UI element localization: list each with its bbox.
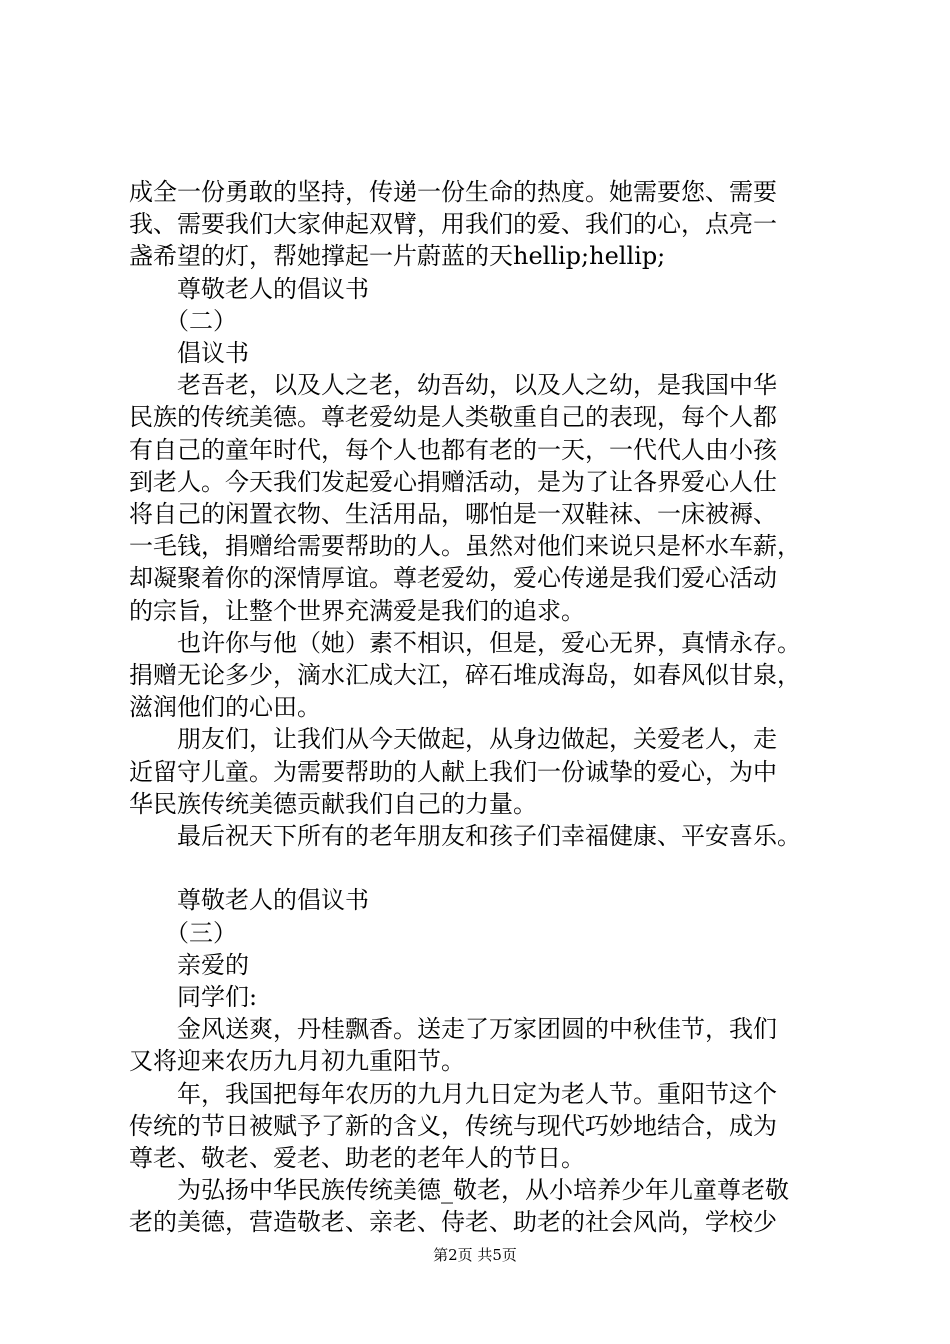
text-line: 滋润他们的心田。: [129, 693, 321, 722]
text-line: 到老人。今天我们发起爱心捐赠活动，是为了让各界爱心人仕: [129, 467, 777, 496]
text-line: 老的美德，营造敬老、亲老、侍老、助老的社会风尚，学校少: [129, 1208, 777, 1237]
text-line: 捐赠无论多少，滴水汇成大江，碎石堆成海岛，如春风似甘泉，: [129, 661, 801, 689]
text-line: （三）: [129, 918, 237, 947]
text-line: 近留守儿童。为需要帮助的人献上我们一份诚挚的爱心，为中: [129, 757, 777, 786]
text-line: 尊敬老人的倡议书: [129, 274, 369, 303]
text-line: 成全一份勇敢的坚持，传递一份生命的热度。她需要您、需要: [129, 178, 777, 206]
text-line: （二）: [129, 306, 237, 335]
text-line: 朋友们，让我们从今天做起，从身边做起，关爱老人，走: [129, 725, 777, 754]
text-line: 盏希望的灯，帮她撑起一片蔚蓝的天hellip;hellip;: [129, 242, 666, 271]
text-line: 金风送爽，丹桂飘香。送走了万家团圆的中秋佳节，我们: [129, 1015, 777, 1044]
text-line: 同学们:: [129, 983, 258, 1011]
text-line: 最后祝天下所有的老年朋友和孩子们幸福健康、平安喜乐。: [129, 822, 801, 850]
text-line: 我、需要我们大家伸起双臂，用我们的爱、我们的心，点亮一: [129, 210, 777, 239]
text-line: 老吾老，以及人之老，幼吾幼，以及人之幼，是我国中华: [129, 371, 777, 400]
text-line: 年，我国把每年农历的九月九日定为老人节。重阳节这个: [129, 1079, 777, 1108]
text-line: 华民族传统美德贡献我们自己的力量。: [129, 789, 537, 818]
text-line: 尊敬老人的倡议书: [129, 886, 369, 915]
text-line: 也许你与他（她）素不相识，但是，爱心无界，真情永存。: [129, 628, 801, 657]
text-line: 却凝聚着你的深情厚谊。尊老爱幼，爱心传递是我们爱心活动: [129, 564, 777, 593]
text-line: 有自己的童年时代，每个人也都有老的一天，一代代人由小孩: [129, 435, 777, 464]
text-line: 亲爱的: [129, 950, 249, 979]
text-line: 民族的传统美德。尊老爱幼是人类敬重自己的表现，每个人都: [129, 403, 777, 432]
page-footer: 第2页 共5页: [433, 1246, 517, 1264]
text-line: 传统的节日被赋予了新的含义，传统与现代巧妙地结合，成为: [129, 1111, 777, 1140]
text-line: 为弘扬中华民族传统美德_敬老，从小培养少年儿童尊老敬: [129, 1176, 789, 1205]
text-line: 又将迎来农历九月初九重阳节。: [129, 1047, 465, 1076]
text-line: 一毛钱，捐赠给需要帮助的人。虽然对他们来说只是杯水车薪，: [129, 532, 801, 561]
text-line: 尊老、敬老、爱老、助老的老年人的节日。: [129, 1144, 585, 1172]
text-line: 倡议书: [129, 339, 249, 367]
text-line: 将自己的闲置衣物、生活用品，哪怕是一双鞋袜、一床被褥、: [129, 500, 777, 528]
text-line: 的宗旨，让整个世界充满爱是我们的追求。: [129, 596, 585, 625]
